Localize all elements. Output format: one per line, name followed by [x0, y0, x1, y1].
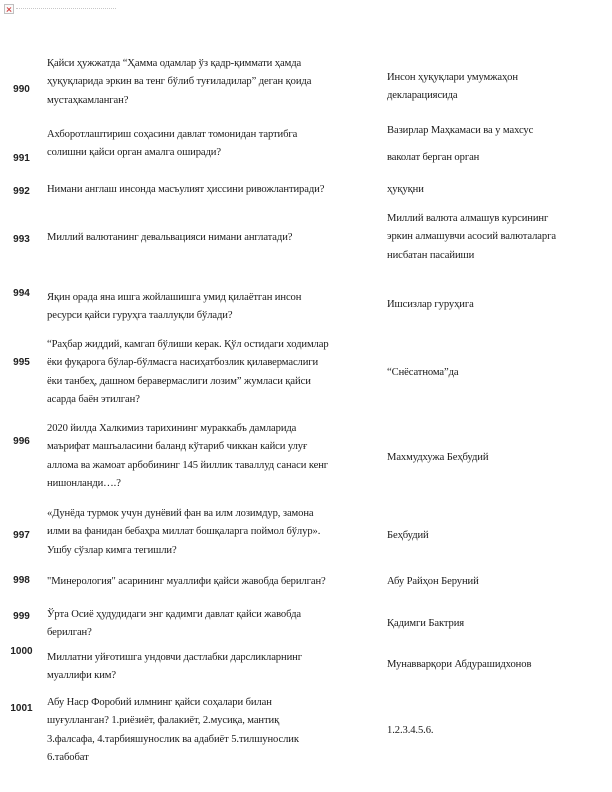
question-text: Миллатни уйғотишга ундовчи дастлабки дарсликларнинг муаллифи ким?	[47, 652, 302, 682]
question-text: «Дунёда турмок учун дунёвий фан ва илм лозимдур, замона илми ва фанидан бебаҳра миллат бошқаларга поймол бўлур». Ушбу сўзлар кимга тегишли?	[47, 508, 321, 556]
question-number: 995	[13, 357, 30, 368]
answer-text: Мунавварқори Абдурашидхонов	[387, 659, 532, 670]
top-rule	[16, 8, 116, 10]
question-text: Нимани англаш инсонда масъулият ҳиссини ривожлантиради?	[47, 184, 325, 195]
question-number: 990	[13, 84, 30, 95]
answer-text: Миллий валюта алмашув курсининг эркин алмашувчи асосий валюталарга нисбатан пасайиши	[387, 213, 556, 261]
question-text: Абу Наср Форобий илмнинг қайси соҳалари билан шуғулланган? 1.риёзиёт, фалакиёт, 2.мусиқа, мантиқ 3.фалсафа, 4.тарбияшунослик ва адабиёт 5.тилшунослик 6.табобат	[47, 697, 299, 763]
question-number: 1001	[10, 703, 33, 714]
question-number: 1000	[10, 646, 33, 657]
answer-text: Ишсизлар гуруҳига	[387, 299, 474, 310]
answer-text: Махмудхужа Беҳбудий	[387, 452, 489, 463]
question-text: Яқин орада яна ишга жойлашишга умид қилаётган инсон ресурси қайси гуруҳга тааллуқли бўлади?	[47, 292, 302, 322]
answer-text: Қадимги Бактрия	[387, 618, 465, 629]
question-text: Ахборотлаштириш соҳасини давлат томонидан тартибга солишни қайси орган амалга оширади?	[47, 129, 298, 159]
question-number: 997	[13, 530, 30, 541]
question-text: "Минерология" асарининг муаллифи қайси жавобда берилган?	[47, 576, 326, 587]
question-number: 999	[13, 611, 30, 622]
question-number: 998	[13, 575, 30, 586]
question-number: 996	[13, 436, 30, 447]
broken-image-icon	[4, 4, 14, 14]
answer-text: “Снёсатнома”да	[387, 367, 459, 378]
answer-text: 1.2.3.4.5.6.	[387, 725, 434, 736]
question-number: 993	[13, 234, 30, 245]
question-number: 994	[13, 288, 30, 299]
question-text: “Раҳбар жиддий, камгап бўлиши керак. Қўл остидаги ходимлар ёки фуқарога бўлар-бўлмасга насиҳатбозлик қилавермаслиги ёки танбеҳ, дашном беравермаслиги лозим” жумласи қайси асарда баён этилган?	[47, 339, 329, 405]
answer-text: Беҳбудий	[387, 530, 429, 541]
question-text: Миллий валютанинг девальвацияси нимани англатади?	[47, 232, 293, 243]
answer-text: Инсон ҳуқуқлари умумжаҳон декларациясида	[387, 72, 518, 102]
answer-text: ҳуқуқни	[387, 184, 424, 195]
question-number: 992	[13, 186, 30, 197]
answer-text: Вазирлар Маҳкамаси ва у махсус ваколат берган орган	[387, 125, 534, 164]
question-text: Ўрта Осиё ҳудудидаги энг қадимги давлат қайси жавобда берилган?	[47, 609, 302, 639]
question-text: Қайси ҳужжатда “Ҳамма одамлар ўз қадр-қиммати ҳамда ҳуқуқларида эркин ва тенг бўлиб туғиладилар” деган қоида мустаҳкамланган?	[47, 58, 312, 106]
question-number: 991	[13, 153, 30, 164]
question-text: 2020 йилда Халкимиз тарихининг мураккабъ дамларида маърифат машъаласини баланд кўтариб чиккан кайси улуғ аллома ва жамоат арбобининг 145 йиллик таваллуд санаси кенг нишонланди….?	[47, 423, 329, 489]
answer-text: Абу Райҳон Беруний	[387, 576, 479, 587]
